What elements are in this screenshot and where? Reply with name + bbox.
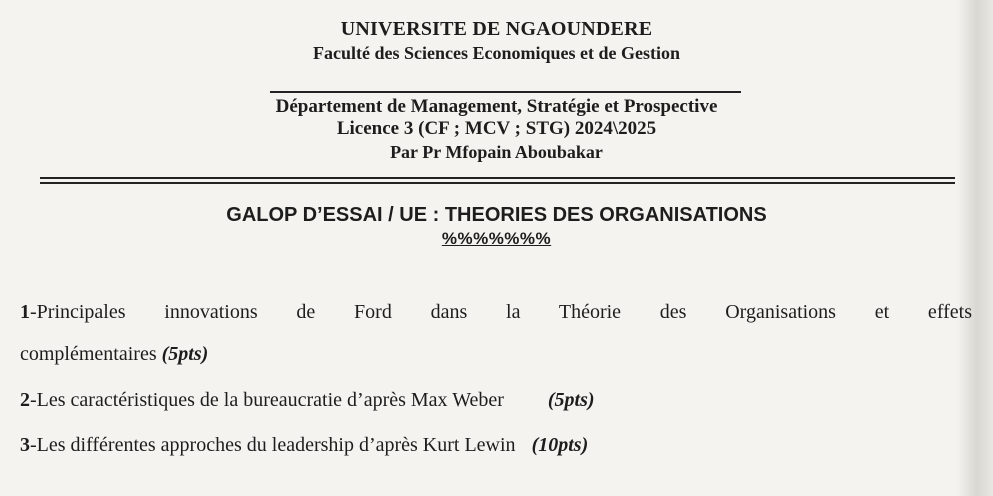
author-line: Par Pr Mfopain Aboubakar [390,142,603,162]
question-1-number: 1 [20,301,30,323]
question-2-number: 2 [20,389,30,411]
faculty-name: Faculté des Sciences Economiques et de Gestion [313,43,680,63]
question-1-line-1 [20,301,972,324]
question-3-number: 3 [20,434,30,456]
question-1-text-continued: complémentaires [20,343,157,365]
question-3-text: -Les différentes approches du leadership d’après Kurt Lewin [30,434,516,456]
question-3-points: (10pts) [531,434,589,456]
course-level: Licence 3 (CF ; MCV ; STG) 2024\2025 [336,118,657,139]
university-name: UNIVERSITE DE NGAOUNDERE [340,18,653,40]
department-name: Département de Management, Stratégie et Prospective [275,96,718,117]
question-1-text: -Principales innovations de Ford dans la Théorie des Organisations et effets [30,301,972,323]
double-rule-divider [40,177,955,184]
question-1-line-2 [20,343,208,366]
question-1-points: (5pts) [161,343,209,365]
title-separator: %%%%%%% [441,229,552,248]
question-3 [20,434,588,457]
question-2-points: (5pts) [547,389,595,411]
question-2-text: -Les caractéristiques de la bureaucratie d’après Max Weber [30,389,504,411]
question-2 [20,389,595,412]
exam-title: GALOP D’ESSAI / UE : THEORIES DES ORGANISATIONS [226,204,767,226]
header-divider [270,91,741,93]
